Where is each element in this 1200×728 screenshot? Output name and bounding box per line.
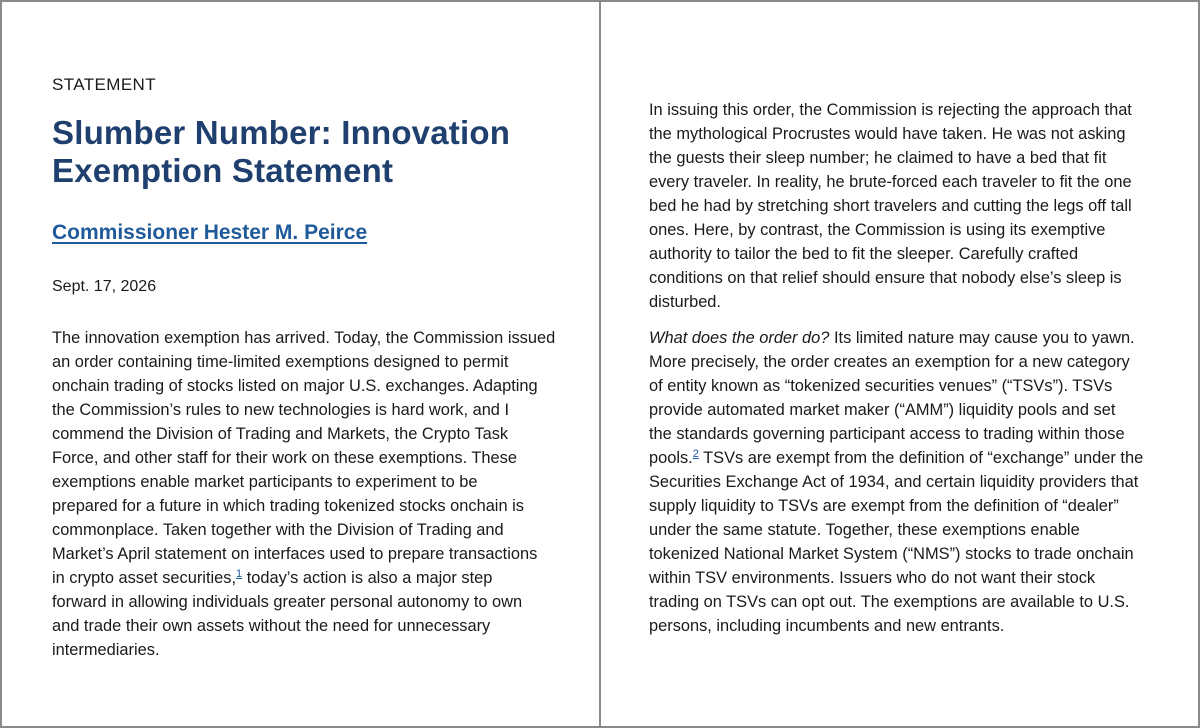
paragraph-line: every traveler. In reality, he brute-forced each traveler to fit the one: [649, 173, 1132, 191]
paragraph-line: disturbed.: [649, 293, 721, 311]
italic-question: What does the order do?: [649, 329, 830, 347]
paragraph-line: onchain trading of stocks listed on major U.S. exchanges. Adapting: [52, 377, 538, 395]
paragraph-line: of entity known as “tokenized securities venues” (“TSVs”). TSVs: [649, 377, 1113, 395]
page-title: [52, 114, 572, 190]
paragraph-line: tokenized National Market System (“NMS”) stocks to trade onchain: [649, 545, 1134, 563]
paragraph-line: supply liquidity to TSVs are exempt from the definition of “dealer”: [649, 497, 1119, 515]
paragraph-line: bed he had by stretching short travelers and cutting the legs off tall: [649, 197, 1132, 215]
paragraph-line: authority to tailor the bed to fit the sleeper. Carefully crafted: [649, 245, 1079, 263]
paragraph-line: persons, including incumbents and new entrants.: [649, 617, 1005, 635]
paragraph-line: commonplace. Taken together with the Division of Trading and: [52, 521, 504, 539]
paragraph-line: an order containing time-limited exemptions designed to permit: [52, 353, 509, 371]
order-summary-paragraph: [649, 326, 1169, 638]
paragraph-line: prepared for a future in which trading tokenized stocks onchain is: [52, 497, 524, 515]
statement-date: Sept. 17, 2026: [52, 278, 157, 295]
statement-header-and-body: [52, 74, 572, 662]
paragraph-line: the standards governing participant access to trading within those: [649, 425, 1125, 443]
paragraph-line: Force, and other staff for their work on these exemptions. These: [52, 449, 517, 467]
right-page: [599, 0, 1200, 728]
paragraph-line: under the same statute. Together, these exemptions enable: [649, 521, 1080, 539]
paragraph-line: the Commission’s rules to new technologies is hard work, and I: [52, 401, 510, 419]
paragraph-line: and trade their own assets without the need for unnecessary: [52, 617, 491, 635]
title-line-2: Exemption Statement: [52, 152, 394, 189]
paragraph-line: the guests their sleep number; he claimed to have a bed that fit: [649, 149, 1107, 167]
paragraph-line: forward in allowing individuals greater personal autonomy to own: [52, 593, 523, 611]
line-text: Its limited nature may cause you to yawn.: [829, 329, 1135, 347]
paragraph-line: the mythological Procrustes would have taken. He was not asking: [649, 125, 1126, 143]
author-link[interactable]: Commissioner Hester M. Peirce: [52, 221, 368, 244]
paragraph-line: Market’s April statement on interfaces used to prepare transactions: [52, 545, 538, 563]
intro-paragraph: [52, 326, 572, 662]
line-text: TSVs are exempt from the definition of “exchange” under the: [698, 449, 1144, 467]
paragraph-line-with-italic-lead: [649, 326, 1169, 350]
paragraph-line-with-footnote: [52, 566, 572, 590]
paragraph-line: In issuing this order, the Commission is rejecting the approach that: [649, 101, 1132, 119]
line-text: in crypto asset securities,: [52, 569, 237, 587]
right-page-body: [649, 98, 1169, 638]
paragraph-line: intermediaries.: [52, 641, 160, 659]
paragraph-line: trading on TSVs can opt out. The exemptions are available to U.S.: [649, 593, 1130, 611]
paragraph-line: Securities Exchange Act of 1934, and certain liquidity providers that: [649, 473, 1139, 491]
paragraph-line: conditions on that relief should ensure that nobody else’s sleep is: [649, 269, 1122, 287]
paragraph-line: within TSV environments. Issuers who do not want their stock: [649, 569, 1096, 587]
footnote-2-link[interactable]: 2: [692, 448, 699, 460]
paragraph-spacer: [649, 314, 1169, 326]
procrustes-paragraph: [649, 98, 1169, 314]
paragraph-line-with-footnote: [649, 446, 1169, 470]
paragraph-line: The innovation exemption has arrived. Today, the Commission issued: [52, 329, 556, 347]
paragraph-line: exemptions enable market participants to experiment to be: [52, 473, 478, 491]
line-text: today’s action is also a major step: [242, 569, 493, 587]
paragraph-line: commend the Division of Trading and Markets, the Crypto Task: [52, 425, 509, 443]
line-text: pools.: [649, 449, 693, 467]
paragraph-line: provide automated market maker (“AMM”) liquidity pools and set: [649, 401, 1116, 419]
statement-label: STATEMENT: [52, 75, 157, 94]
paragraph-line: ones. Here, by contrast, the Commission is using its exemptive: [649, 221, 1106, 239]
footnote-1-link[interactable]: 1: [236, 568, 243, 580]
paragraph-line: More precisely, the order creates an exemption for a new category: [649, 353, 1130, 371]
title-line-1: Slumber Number: Innovation: [52, 114, 511, 151]
